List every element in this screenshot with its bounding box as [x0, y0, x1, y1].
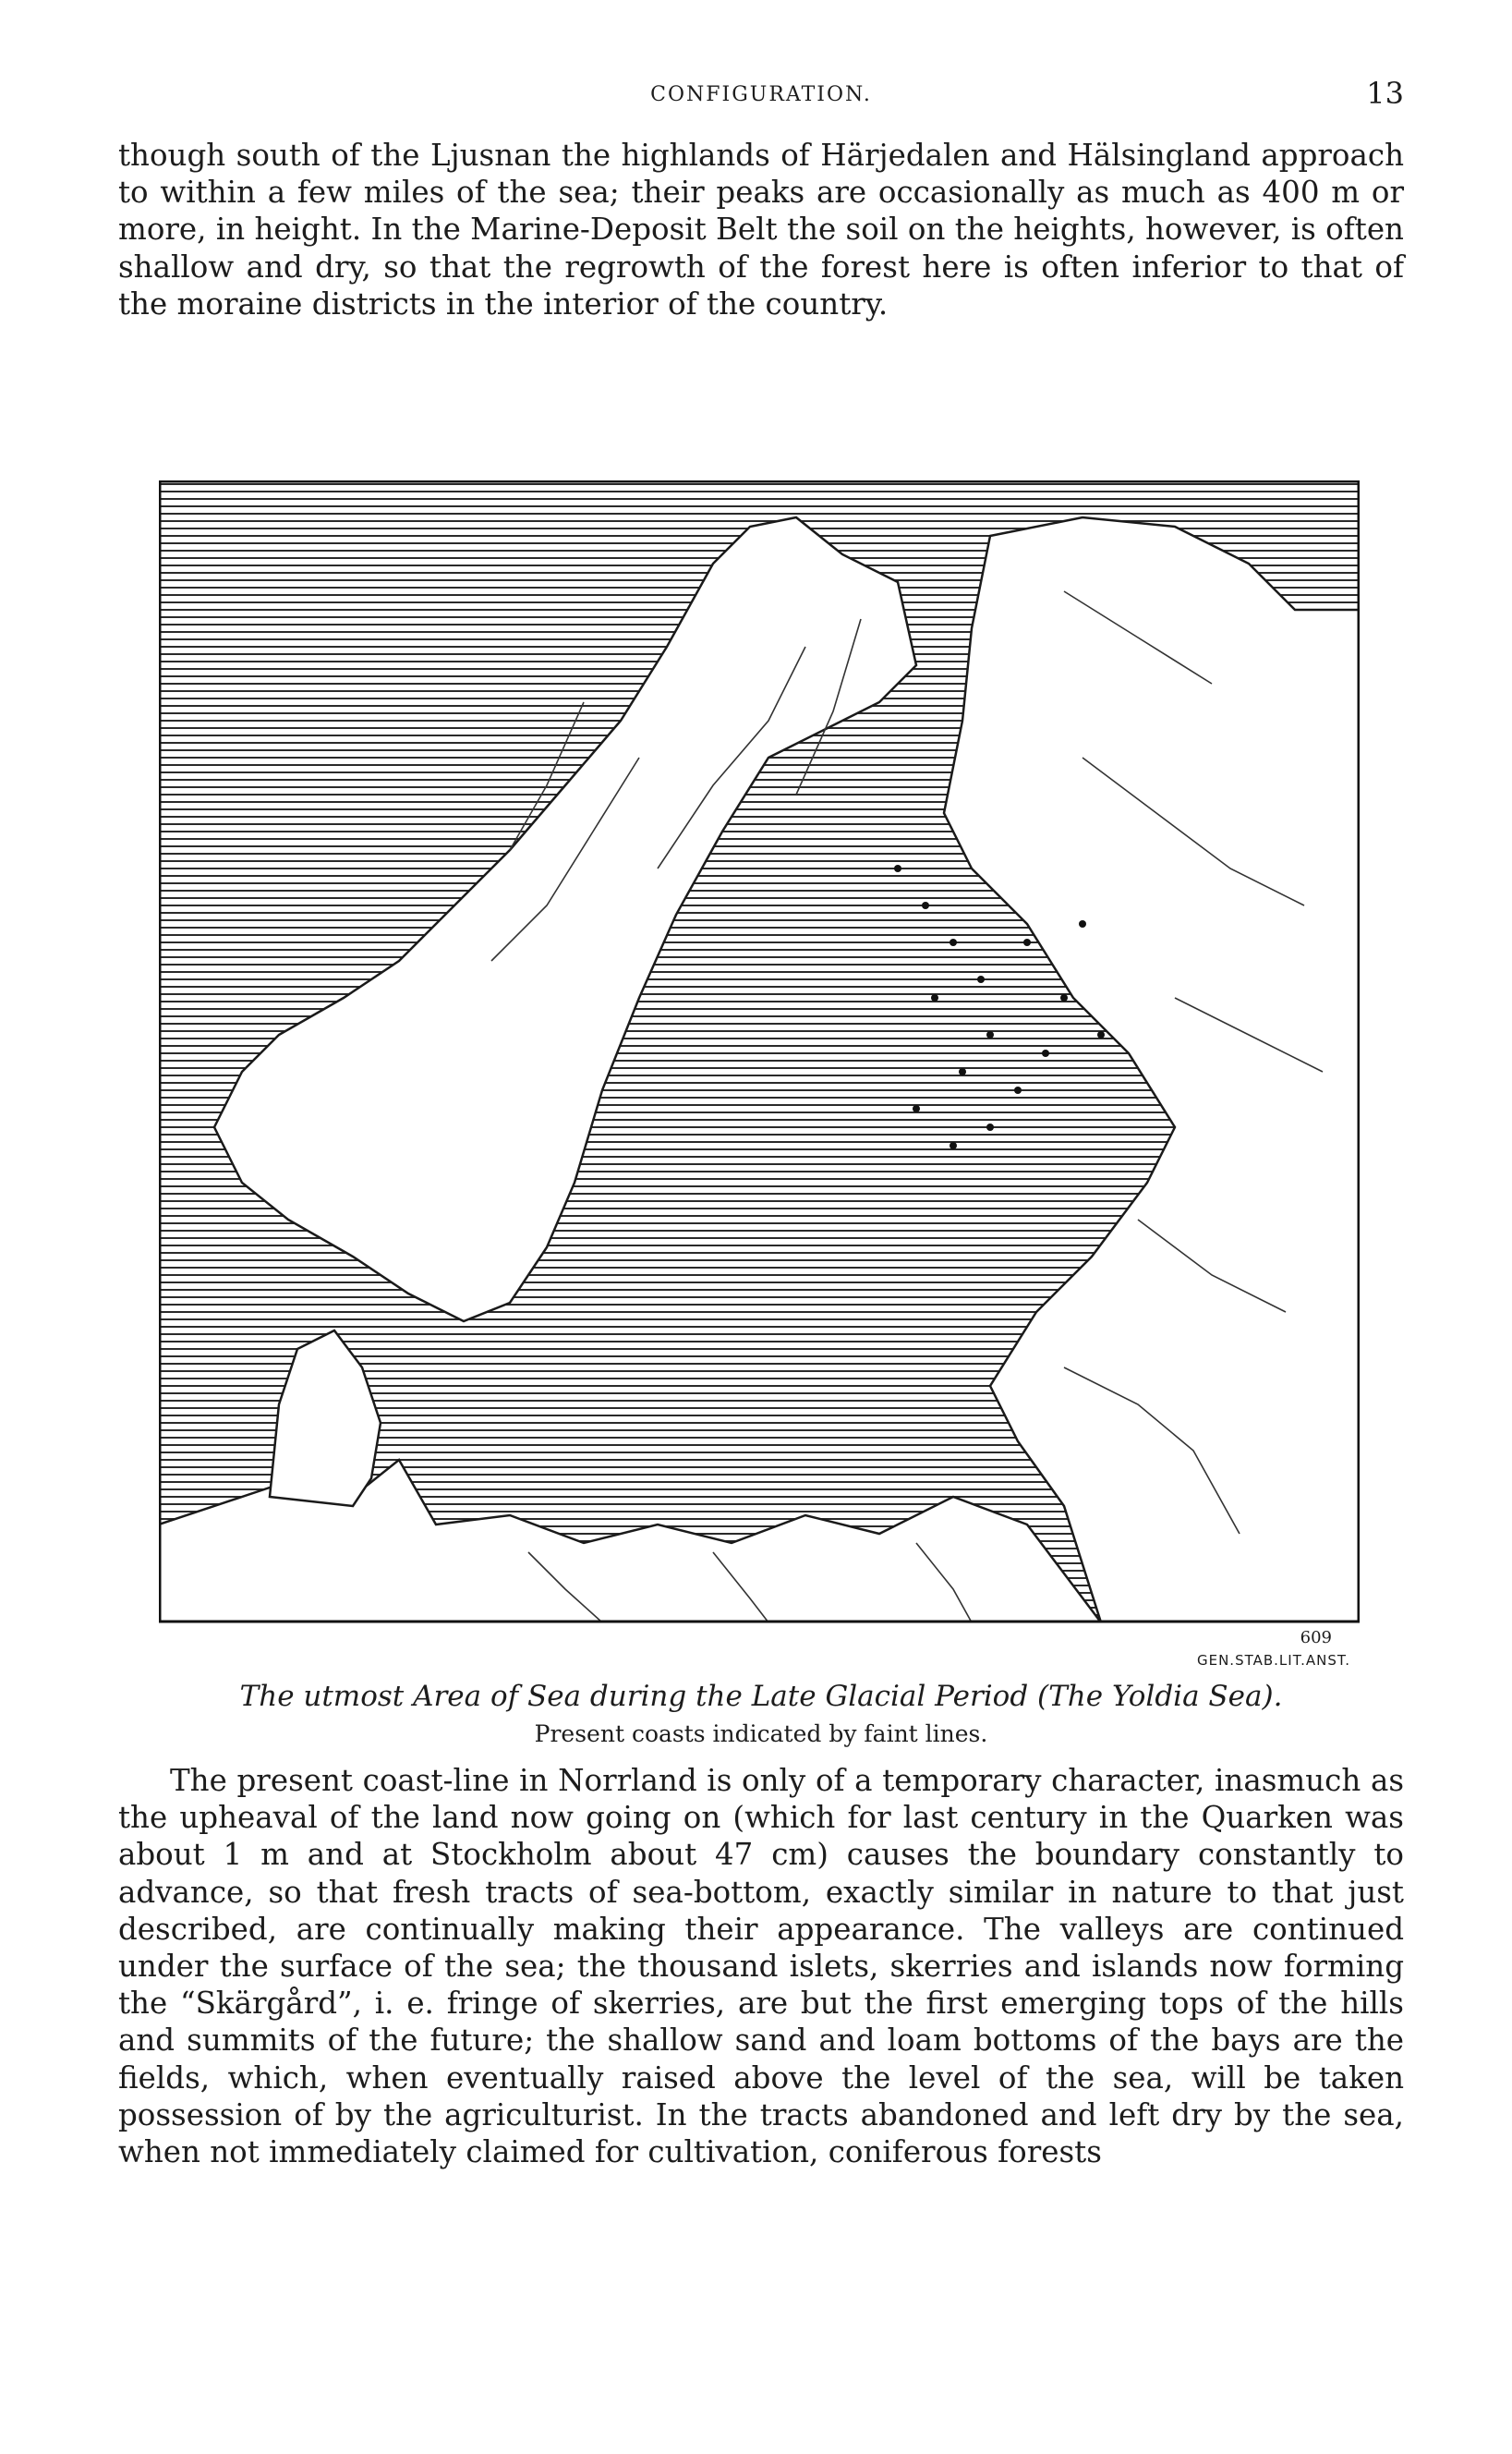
running-title: CONFIGURATION.	[650, 83, 872, 106]
page-number: 13	[1366, 76, 1404, 111]
figure-subcaption: Present coasts indicated by faint lines.	[534, 1720, 988, 1747]
map-number: 609	[1300, 1628, 1332, 1647]
map-credit: GEN.STAB.LIT.ANST.	[1196, 1652, 1350, 1669]
yoldia-sea-map	[159, 480, 1360, 1669]
paragraph-bottom: The present coast-line in Norrland is only of a temporary character, inasmuch as the upheaval of the land now going on (which for last century in the Quarken was about 1 m and at Stockholm about 47 cm) causes the boundary constantly to advance, so that fresh tracts of sea-bottom, exactly similar in nature to that just described, are continually making their appearance. The valleys are continued under the surface of the sea; the thousand islets, skerries and islands now forming the “Skärgård”, i. e. fringe of skerries, are but the first emerging tops of the hills and summits of the future; the shallow sand and loam bottoms of the bays are the fields, which, when eventually raised above the level of the sea, will be taken possession of by the agriculturist. In the tracts abandoned and left dry by the sea, when not immediately claimed for cultivation, coniferous forests	[118, 1763, 1404, 2170]
map-figure	[159, 480, 1360, 1669]
paragraph-top: though south of the Ljusnan the highlands of Härjedalen and Hälsingland approach to within a few miles of the sea; their peaks are occasionally as much as 400 m or more, in height. In the Marine-Deposit Belt the soil on the heights, however, is often shallow and dry, so that the regrowth of the forest here is often inferior to that of the moraine districts in the interior of the country.	[118, 138, 1404, 322]
running-head	[118, 76, 1404, 113]
figure-caption: The utmost Area of Sea during the Late Glacial Period (The Yoldia Sea).	[239, 1680, 1283, 1713]
